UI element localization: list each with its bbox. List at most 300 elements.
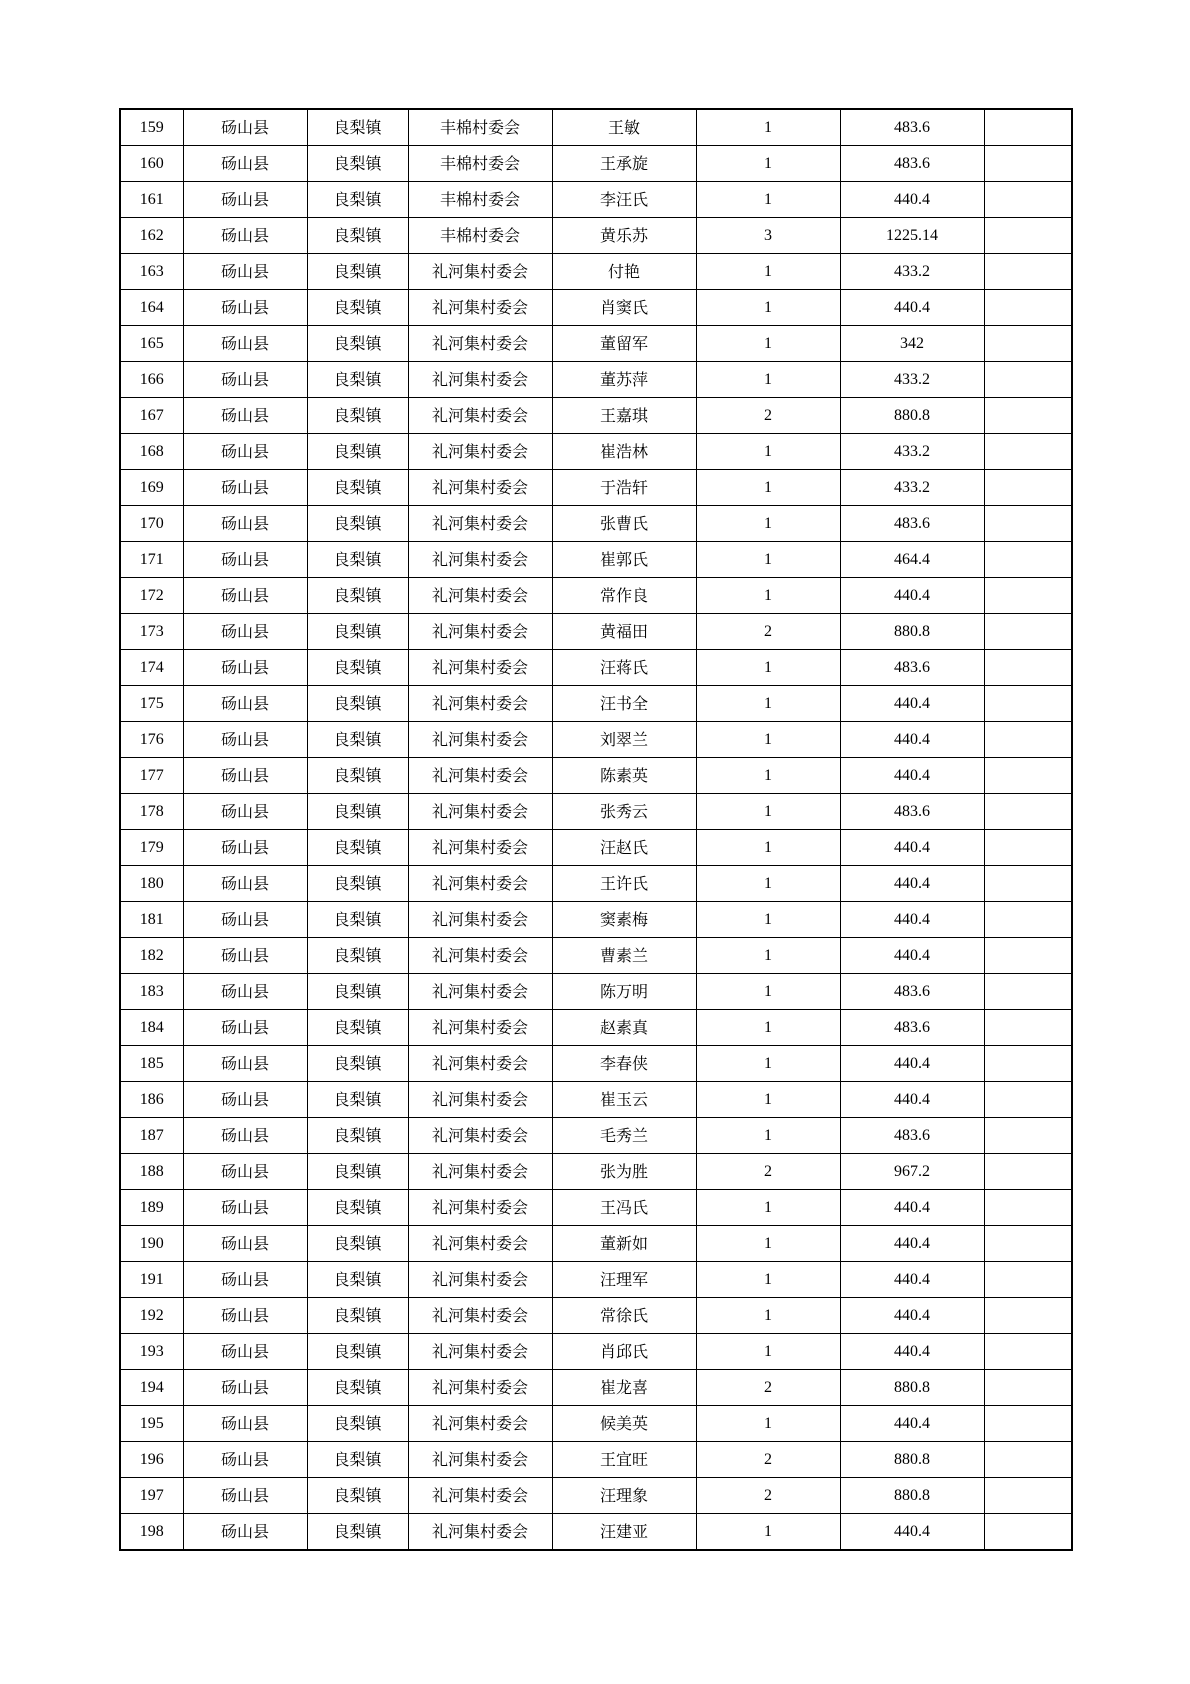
remark-cell [984,326,1072,362]
people-count-cell: 1 [696,146,840,182]
town-cell: 良梨镇 [307,1334,408,1370]
row-number-cell: 196 [120,1442,183,1478]
town-cell: 良梨镇 [307,109,408,146]
row-number-cell: 168 [120,434,183,470]
amount-cell: 440.4 [840,1046,984,1082]
person-name-cell: 付艳 [552,254,696,290]
row-number-cell: 184 [120,1010,183,1046]
table-row [120,434,1072,470]
person-name-cell: 崔龙喜 [552,1370,696,1406]
town-cell: 良梨镇 [307,1514,408,1551]
person-name-cell: 崔玉云 [552,1082,696,1118]
amount-cell: 483.6 [840,506,984,542]
table-row [120,362,1072,398]
remark-cell [984,866,1072,902]
people-count-cell: 1 [696,506,840,542]
village-committee-cell: 礼河集村委会 [408,470,552,506]
remark-cell [984,146,1072,182]
table-row [120,506,1072,542]
person-name-cell: 陈万明 [552,974,696,1010]
row-number-cell: 181 [120,902,183,938]
amount-cell: 440.4 [840,578,984,614]
town-cell: 良梨镇 [307,1406,408,1442]
town-cell: 良梨镇 [307,974,408,1010]
town-cell: 良梨镇 [307,398,408,434]
village-committee-cell: 礼河集村委会 [408,1082,552,1118]
row-number-cell: 159 [120,109,183,146]
people-count-cell: 1 [696,1298,840,1334]
town-cell: 良梨镇 [307,146,408,182]
county-cell: 砀山县 [183,1442,307,1478]
row-number-cell: 171 [120,542,183,578]
amount-cell: 433.2 [840,470,984,506]
person-name-cell: 刘翠兰 [552,722,696,758]
remark-cell [984,578,1072,614]
amount-cell: 440.4 [840,938,984,974]
county-cell: 砀山县 [183,290,307,326]
amount-cell: 880.8 [840,1478,984,1514]
people-count-cell: 1 [696,866,840,902]
table-row [120,146,1072,182]
row-number-cell: 187 [120,1118,183,1154]
people-count-cell: 2 [696,1154,840,1190]
town-cell: 良梨镇 [307,1118,408,1154]
person-name-cell: 王冯氏 [552,1190,696,1226]
village-committee-cell: 礼河集村委会 [408,398,552,434]
village-committee-cell: 礼河集村委会 [408,1190,552,1226]
village-committee-cell: 礼河集村委会 [408,650,552,686]
row-number-cell: 185 [120,1046,183,1082]
person-name-cell: 曹素兰 [552,938,696,974]
town-cell: 良梨镇 [307,1370,408,1406]
village-committee-cell: 礼河集村委会 [408,506,552,542]
town-cell: 良梨镇 [307,758,408,794]
person-name-cell: 汪赵氏 [552,830,696,866]
people-count-cell: 1 [696,650,840,686]
table-row [120,830,1072,866]
people-count-cell: 1 [696,254,840,290]
person-name-cell: 黄福田 [552,614,696,650]
amount-cell: 440.4 [840,1334,984,1370]
table-row [120,470,1072,506]
person-name-cell: 董苏萍 [552,362,696,398]
town-cell: 良梨镇 [307,290,408,326]
remark-cell [984,1226,1072,1262]
amount-cell: 483.6 [840,109,984,146]
row-number-cell: 194 [120,1370,183,1406]
village-committee-cell: 礼河集村委会 [408,1262,552,1298]
row-number-cell: 182 [120,938,183,974]
table-row [120,794,1072,830]
remark-cell [984,1478,1072,1514]
row-number-cell: 164 [120,290,183,326]
remark-cell [984,1442,1072,1478]
table-row [120,578,1072,614]
remark-cell [984,614,1072,650]
town-cell: 良梨镇 [307,1190,408,1226]
row-number-cell: 173 [120,614,183,650]
town-cell: 良梨镇 [307,1442,408,1478]
table-row [120,1154,1072,1190]
county-cell: 砀山县 [183,542,307,578]
amount-cell: 483.6 [840,974,984,1010]
village-committee-cell: 礼河集村委会 [408,434,552,470]
row-number-cell: 180 [120,866,183,902]
county-cell: 砀山县 [183,866,307,902]
person-name-cell: 王敏 [552,109,696,146]
town-cell: 良梨镇 [307,650,408,686]
table-row [120,182,1072,218]
person-name-cell: 汪理军 [552,1262,696,1298]
table-row [120,1190,1072,1226]
row-number-cell: 160 [120,146,183,182]
county-cell: 砀山县 [183,1514,307,1551]
row-number-cell: 192 [120,1298,183,1334]
remark-cell [984,1406,1072,1442]
town-cell: 良梨镇 [307,218,408,254]
row-number-cell: 179 [120,830,183,866]
person-name-cell: 黄乐苏 [552,218,696,254]
remark-cell [984,902,1072,938]
town-cell: 良梨镇 [307,254,408,290]
village-committee-cell: 礼河集村委会 [408,362,552,398]
amount-cell: 483.6 [840,650,984,686]
people-count-cell: 1 [696,758,840,794]
row-number-cell: 197 [120,1478,183,1514]
row-number-cell: 189 [120,1190,183,1226]
county-cell: 砀山县 [183,1046,307,1082]
county-cell: 砀山县 [183,578,307,614]
town-cell: 良梨镇 [307,686,408,722]
amount-cell: 440.4 [840,830,984,866]
person-name-cell: 汪建亚 [552,1514,696,1551]
amount-cell: 440.4 [840,1082,984,1118]
row-number-cell: 178 [120,794,183,830]
county-cell: 砀山县 [183,1154,307,1190]
remark-cell [984,1046,1072,1082]
people-count-cell: 2 [696,1478,840,1514]
county-cell: 砀山县 [183,1406,307,1442]
county-cell: 砀山县 [183,1082,307,1118]
county-cell: 砀山县 [183,650,307,686]
village-committee-cell: 礼河集村委会 [408,1370,552,1406]
amount-cell: 464.4 [840,542,984,578]
amount-cell: 440.4 [840,722,984,758]
village-committee-cell: 丰棉村委会 [408,146,552,182]
remark-cell [984,398,1072,434]
amount-cell: 483.6 [840,1118,984,1154]
village-committee-cell: 礼河集村委会 [408,1298,552,1334]
row-number-cell: 161 [120,182,183,218]
person-name-cell: 窦素梅 [552,902,696,938]
county-cell: 砀山县 [183,362,307,398]
row-number-cell: 198 [120,1514,183,1551]
remark-cell [984,1154,1072,1190]
table-row [120,866,1072,902]
table-row [120,1082,1072,1118]
amount-cell: 433.2 [840,362,984,398]
person-name-cell: 陈素英 [552,758,696,794]
remark-cell [984,686,1072,722]
person-name-cell: 汪蒋氏 [552,650,696,686]
county-cell: 砀山县 [183,686,307,722]
village-committee-cell: 礼河集村委会 [408,326,552,362]
town-cell: 良梨镇 [307,542,408,578]
village-committee-cell: 礼河集村委会 [408,1406,552,1442]
town-cell: 良梨镇 [307,578,408,614]
table-row [120,974,1072,1010]
person-name-cell: 汪书全 [552,686,696,722]
county-cell: 砀山县 [183,758,307,794]
remark-cell [984,109,1072,146]
remark-cell [984,542,1072,578]
table-row [120,1514,1072,1551]
people-count-cell: 1 [696,1190,840,1226]
remark-cell [984,362,1072,398]
town-cell: 良梨镇 [307,1010,408,1046]
village-committee-cell: 丰棉村委会 [408,182,552,218]
remark-cell [984,1334,1072,1370]
people-count-cell: 1 [696,1406,840,1442]
town-cell: 良梨镇 [307,1046,408,1082]
table-row [120,1298,1072,1334]
people-count-cell: 1 [696,1046,840,1082]
table-row [120,614,1072,650]
remark-cell [984,794,1072,830]
village-committee-cell: 礼河集村委会 [408,1046,552,1082]
amount-cell: 440.4 [840,1298,984,1334]
village-committee-cell: 礼河集村委会 [408,1010,552,1046]
remark-cell [984,1514,1072,1551]
county-cell: 砀山县 [183,974,307,1010]
village-committee-cell: 礼河集村委会 [408,902,552,938]
people-count-cell: 1 [696,938,840,974]
person-name-cell: 王许氏 [552,866,696,902]
county-cell: 砀山县 [183,1298,307,1334]
village-committee-cell: 礼河集村委会 [408,1334,552,1370]
county-cell: 砀山县 [183,1370,307,1406]
village-committee-cell: 丰棉村委会 [408,109,552,146]
county-cell: 砀山县 [183,1262,307,1298]
people-count-cell: 2 [696,614,840,650]
town-cell: 良梨镇 [307,470,408,506]
remark-cell [984,506,1072,542]
table-row [120,218,1072,254]
remark-cell [984,938,1072,974]
town-cell: 良梨镇 [307,182,408,218]
people-count-cell: 2 [696,398,840,434]
village-committee-cell: 礼河集村委会 [408,794,552,830]
amount-cell: 440.4 [840,182,984,218]
table-row [120,109,1072,146]
people-count-cell: 1 [696,830,840,866]
table-row [120,1262,1072,1298]
town-cell: 良梨镇 [307,362,408,398]
remark-cell [984,290,1072,326]
row-number-cell: 166 [120,362,183,398]
table-row [120,902,1072,938]
county-cell: 砀山县 [183,218,307,254]
row-number-cell: 174 [120,650,183,686]
amount-cell: 1225.14 [840,218,984,254]
amount-cell: 440.4 [840,686,984,722]
remark-cell [984,434,1072,470]
town-cell: 良梨镇 [307,794,408,830]
table-row [120,1370,1072,1406]
village-committee-cell: 礼河集村委会 [408,866,552,902]
town-cell: 良梨镇 [307,722,408,758]
county-cell: 砀山县 [183,1334,307,1370]
people-count-cell: 1 [696,1010,840,1046]
person-name-cell: 常徐氏 [552,1298,696,1334]
amount-cell: 483.6 [840,1010,984,1046]
row-number-cell: 169 [120,470,183,506]
remark-cell [984,218,1072,254]
table-row [120,758,1072,794]
amount-cell: 440.4 [840,1514,984,1551]
amount-cell: 440.4 [840,1190,984,1226]
row-number-cell: 175 [120,686,183,722]
row-number-cell: 183 [120,974,183,1010]
amount-cell: 440.4 [840,902,984,938]
county-cell: 砀山县 [183,1190,307,1226]
people-count-cell: 1 [696,1226,840,1262]
town-cell: 良梨镇 [307,1478,408,1514]
table-row [120,326,1072,362]
person-name-cell: 汪理象 [552,1478,696,1514]
county-cell: 砀山县 [183,146,307,182]
amount-cell: 433.2 [840,254,984,290]
person-name-cell: 候美英 [552,1406,696,1442]
town-cell: 良梨镇 [307,938,408,974]
county-cell: 砀山县 [183,830,307,866]
row-number-cell: 162 [120,218,183,254]
amount-cell: 342 [840,326,984,362]
person-name-cell: 于浩轩 [552,470,696,506]
county-cell: 砀山县 [183,1010,307,1046]
remark-cell [984,1190,1072,1226]
person-name-cell: 董留军 [552,326,696,362]
county-cell: 砀山县 [183,109,307,146]
remark-cell [984,1370,1072,1406]
table-row [120,722,1072,758]
village-committee-cell: 丰棉村委会 [408,218,552,254]
amount-cell: 440.4 [840,758,984,794]
row-number-cell: 172 [120,578,183,614]
village-committee-cell: 礼河集村委会 [408,1514,552,1551]
table-row [120,1118,1072,1154]
table-row [120,650,1072,686]
table-row [120,542,1072,578]
person-name-cell: 王嘉琪 [552,398,696,434]
county-cell: 砀山县 [183,182,307,218]
table-body [120,109,1072,1550]
person-name-cell: 崔浩林 [552,434,696,470]
town-cell: 良梨镇 [307,326,408,362]
town-cell: 良梨镇 [307,1226,408,1262]
people-count-cell: 2 [696,1442,840,1478]
amount-cell: 440.4 [840,1226,984,1262]
people-count-cell: 1 [696,794,840,830]
row-number-cell: 195 [120,1406,183,1442]
person-name-cell: 张秀云 [552,794,696,830]
table-row [120,1334,1072,1370]
remark-cell [984,722,1072,758]
person-name-cell: 肖窦氏 [552,290,696,326]
people-count-cell: 1 [696,434,840,470]
people-count-cell: 1 [696,1082,840,1118]
village-committee-cell: 礼河集村委会 [408,686,552,722]
row-number-cell: 165 [120,326,183,362]
village-committee-cell: 礼河集村委会 [408,1118,552,1154]
row-number-cell: 163 [120,254,183,290]
remark-cell [984,1298,1072,1334]
village-committee-cell: 礼河集村委会 [408,722,552,758]
county-cell: 砀山县 [183,794,307,830]
table-row [120,1478,1072,1514]
county-cell: 砀山县 [183,614,307,650]
village-committee-cell: 礼河集村委会 [408,578,552,614]
table-row [120,1010,1072,1046]
table-row [120,1442,1072,1478]
table-row [120,290,1072,326]
table-row [120,398,1072,434]
table-row [120,938,1072,974]
county-cell: 砀山县 [183,1478,307,1514]
remark-cell [984,1118,1072,1154]
county-cell: 砀山县 [183,326,307,362]
row-number-cell: 167 [120,398,183,434]
people-count-cell: 1 [696,290,840,326]
amount-cell: 967.2 [840,1154,984,1190]
remark-cell [984,830,1072,866]
village-committee-cell: 礼河集村委会 [408,542,552,578]
town-cell: 良梨镇 [307,434,408,470]
amount-cell: 880.8 [840,398,984,434]
people-count-cell: 1 [696,902,840,938]
remark-cell [984,974,1072,1010]
people-count-cell: 1 [696,974,840,1010]
town-cell: 良梨镇 [307,830,408,866]
town-cell: 良梨镇 [307,1154,408,1190]
people-count-cell: 2 [696,1370,840,1406]
village-committee-cell: 礼河集村委会 [408,254,552,290]
town-cell: 良梨镇 [307,1262,408,1298]
people-count-cell: 1 [696,1118,840,1154]
row-number-cell: 170 [120,506,183,542]
person-name-cell: 王宜旺 [552,1442,696,1478]
remark-cell [984,1082,1072,1118]
person-name-cell: 董新如 [552,1226,696,1262]
town-cell: 良梨镇 [307,866,408,902]
person-name-cell: 李春侠 [552,1046,696,1082]
row-number-cell: 177 [120,758,183,794]
county-cell: 砀山县 [183,1226,307,1262]
person-name-cell: 王承旋 [552,146,696,182]
people-count-cell: 1 [696,362,840,398]
row-number-cell: 193 [120,1334,183,1370]
town-cell: 良梨镇 [307,614,408,650]
table-row [120,1406,1072,1442]
village-committee-cell: 礼河集村委会 [408,1478,552,1514]
village-committee-cell: 礼河集村委会 [408,1226,552,1262]
beneficiary-table [119,108,1073,1551]
village-committee-cell: 礼河集村委会 [408,1442,552,1478]
village-committee-cell: 礼河集村委会 [408,758,552,794]
person-name-cell: 张为胜 [552,1154,696,1190]
person-name-cell: 张曹氏 [552,506,696,542]
row-number-cell: 176 [120,722,183,758]
